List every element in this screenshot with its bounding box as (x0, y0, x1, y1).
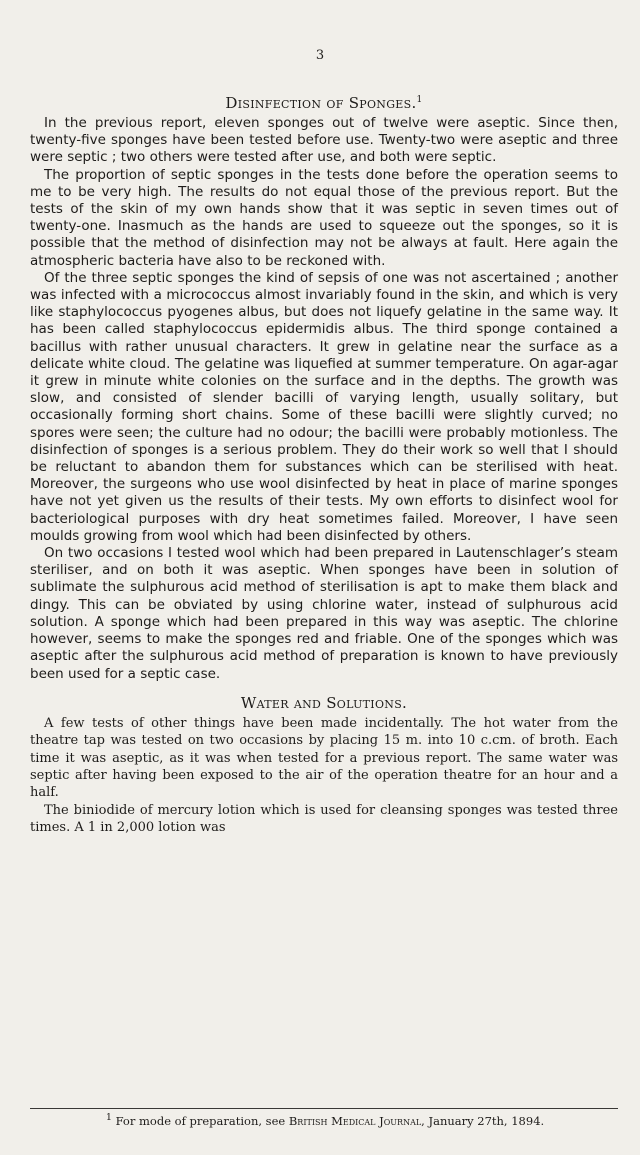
section-title: Disinfection of Sponges. (225, 94, 417, 112)
page-number: 3 (315, 48, 325, 63)
paragraph: A few tests of other things have been made incidentally. The hot water from the theatre tap was tested on two occasions by placing 15 m. into 10 c.cm. of broth. Each time it was aseptic, as it was when tested for a previous report. The same water was septic after having been exposed to the air of the operation theatre for an hour and a half. (30, 715, 618, 801)
section-heading (30, 693, 618, 713)
section-body (30, 715, 618, 837)
section-title: Water and Solutions. (240, 693, 408, 712)
footnote (34, 1111, 616, 1128)
page-content (30, 40, 618, 837)
section-heading (30, 90, 618, 113)
paragraph: In the previous report, eleven sponges out of twelve were aseptic. Since then, twenty-five sponges have been tested before use. Twenty-two were aseptic and three were septic ; two others were tested after use, and both were septic. (30, 115, 618, 166)
footnote-divider (30, 1108, 618, 1109)
footnote-reference: 1 (416, 95, 423, 105)
footnote-journal: British Medical Journal, (288, 1113, 425, 1128)
section-water-and-solutions (30, 693, 618, 837)
paragraph: Of the three septic sponges the kind of sepsis of one was not ascertained ; another was infected with a micrococcus almost invariably found in the skin, and which is very like staphylococcus pyogenes albus, but does not liquefy gelatine in the same way. It has been called staphylococcus epidermidis albus. The third sponge contained a bacillus with rather unusual characters. It grew in gelatine near the surface as a delicate white cloud. The gelatine was liquefied at summer temperature. On agar-agar it grew in minute white colonies on the surface and in the depths. The growth was slow, and consisted of slender bacilli of varying length, usually solitary, but occasionally forming short chains. Some of these bacilli were slightly curved; no spores were seen; the culture had no odour; the bacilli were probably motionless. The disinfection of sponges is a serious problem. They do their work so well that I should be reluctant to abandon them for substances which can be sterilised with heat. Moreover, the surgeons who use wool disinfected by heat in place of marine sponges have not yet given us the results of their tests. My own efforts to disinfect wool for bacteriological purposes with dry heat sometimes failed. Moreover, I have seen moulds growing from wool which had been disinfected by others. (30, 269, 618, 544)
section-disinfection-of-sponges (30, 90, 618, 683)
footnote-text: For mode of preparation, see (115, 1113, 286, 1128)
paragraph: The biniodide of mercury lotion which is used for cleansing sponges was tested three times. A 1 in 2,000 lotion was (30, 802, 618, 836)
section-body (30, 115, 618, 683)
footnote-date: January 27th, 1894. (428, 1113, 545, 1128)
footnote-marker: 1 (105, 1112, 112, 1123)
paragraph: The proportion of septic sponges in the tests done before the operation seems to me to be very high. The results do not equal those of the previous report. But the tests of the skin of my own hands show that it was septic in seven times out of twenty-one. Inasmuch as the hands are used to squeeze out the sponges, so it is possible that the method of disinfection may not be always at fault. Here again the atmospheric bacteria have also to be reckoned with. (30, 166, 618, 269)
paragraph: On two occasions I tested wool which had been prepared in Lautenschlager’s steam steriliser, and on both it was aseptic. When sponges have been in solution of sublimate the sulphurous acid method of sterilisation is apt to make them black and dingy. This can be obviated by using chlorine water, instead of sulphurous acid solution. A sponge which had been prepared in this way was aseptic. The chlorine however, seems to make the sponges red and friable. One of the sponges which was aseptic after the sulphurous acid method of preparation is known to have previously been used for a septic case. (30, 545, 618, 682)
